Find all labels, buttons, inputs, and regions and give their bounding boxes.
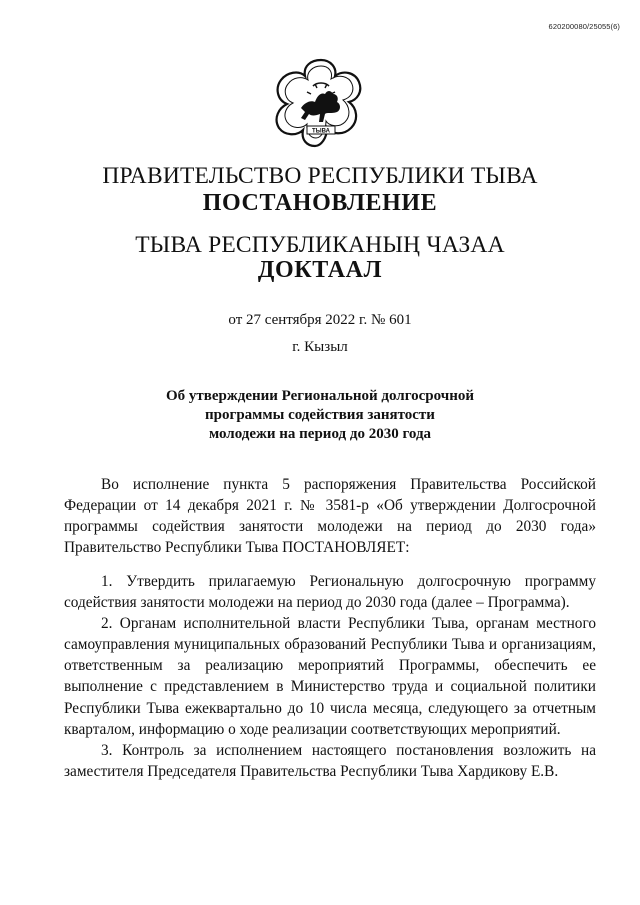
decree-item-1: 1. Утвердить прилагаемую Региональную долгосрочную программу содействия занятости молодежи на период до 2030 года (далее – Программа).	[64, 573, 596, 612]
decree-item-3: 3. Контроль за исполнением настоящего постановления возложить на заместителя Председателя Правительства Республики Тыва Хардикову Е.В.	[64, 741, 596, 780]
subject-line: молодежи на период до 2030 года	[208, 426, 432, 442]
document-code: 620200080/25055(6)	[548, 22, 620, 31]
subject-line: программы содействия занятости	[205, 407, 435, 423]
preamble-paragraph	[64, 474, 596, 558]
government-title-tuv: ТЫВА РЕСПУБЛИКАНЫҢ ЧАЗАА	[135, 232, 505, 258]
coat-of-arms-emblem-icon	[271, 56, 371, 152]
decree-city: г. Кызыл	[292, 339, 348, 355]
decree-items	[64, 571, 596, 782]
government-title-ru: ПРАВИТЕЛЬСТВО РЕСПУБЛИКИ ТЫВА	[102, 163, 538, 189]
decree-title-ru: ПОСТАНОВЛЕНИЕ	[202, 190, 438, 216]
preamble-text: Во исполнение пункта 5 распоряжения Правительства Российской Федерации от 14 декабря 2021 г. № 3581-р «Об утверждении Долгосрочной программы содействия занятости молодежи на период до 2030 года» Правительство Республики Тыва ПОСТАНОВЛЯЕТ:	[64, 476, 596, 557]
decree-item-2: 2. Органам исполнительной власти Республики Тыва, органам местного самоуправления муниципальных образований Республики Тыва и организациям, ответственным за реализацию мероприятий Программы, обеспечить ее выполнение с представлением в Министерство труда и социальной политики Республики Тыва ежеквартально до 10 числа месяца, следующего за отчетным кварталом, информацию о ходе реализации соответствующих мероприятий.	[64, 615, 596, 738]
decree-title-tuv: ДОКТААЛ	[257, 257, 383, 283]
decree-date-number: от 27 сентября 2022 г. № 601	[228, 312, 412, 328]
emblem-caption: ТЫВА	[312, 128, 330, 135]
decree-subject	[0, 387, 640, 444]
subject-line: Об утверждении Региональной долгосрочной	[165, 388, 475, 404]
